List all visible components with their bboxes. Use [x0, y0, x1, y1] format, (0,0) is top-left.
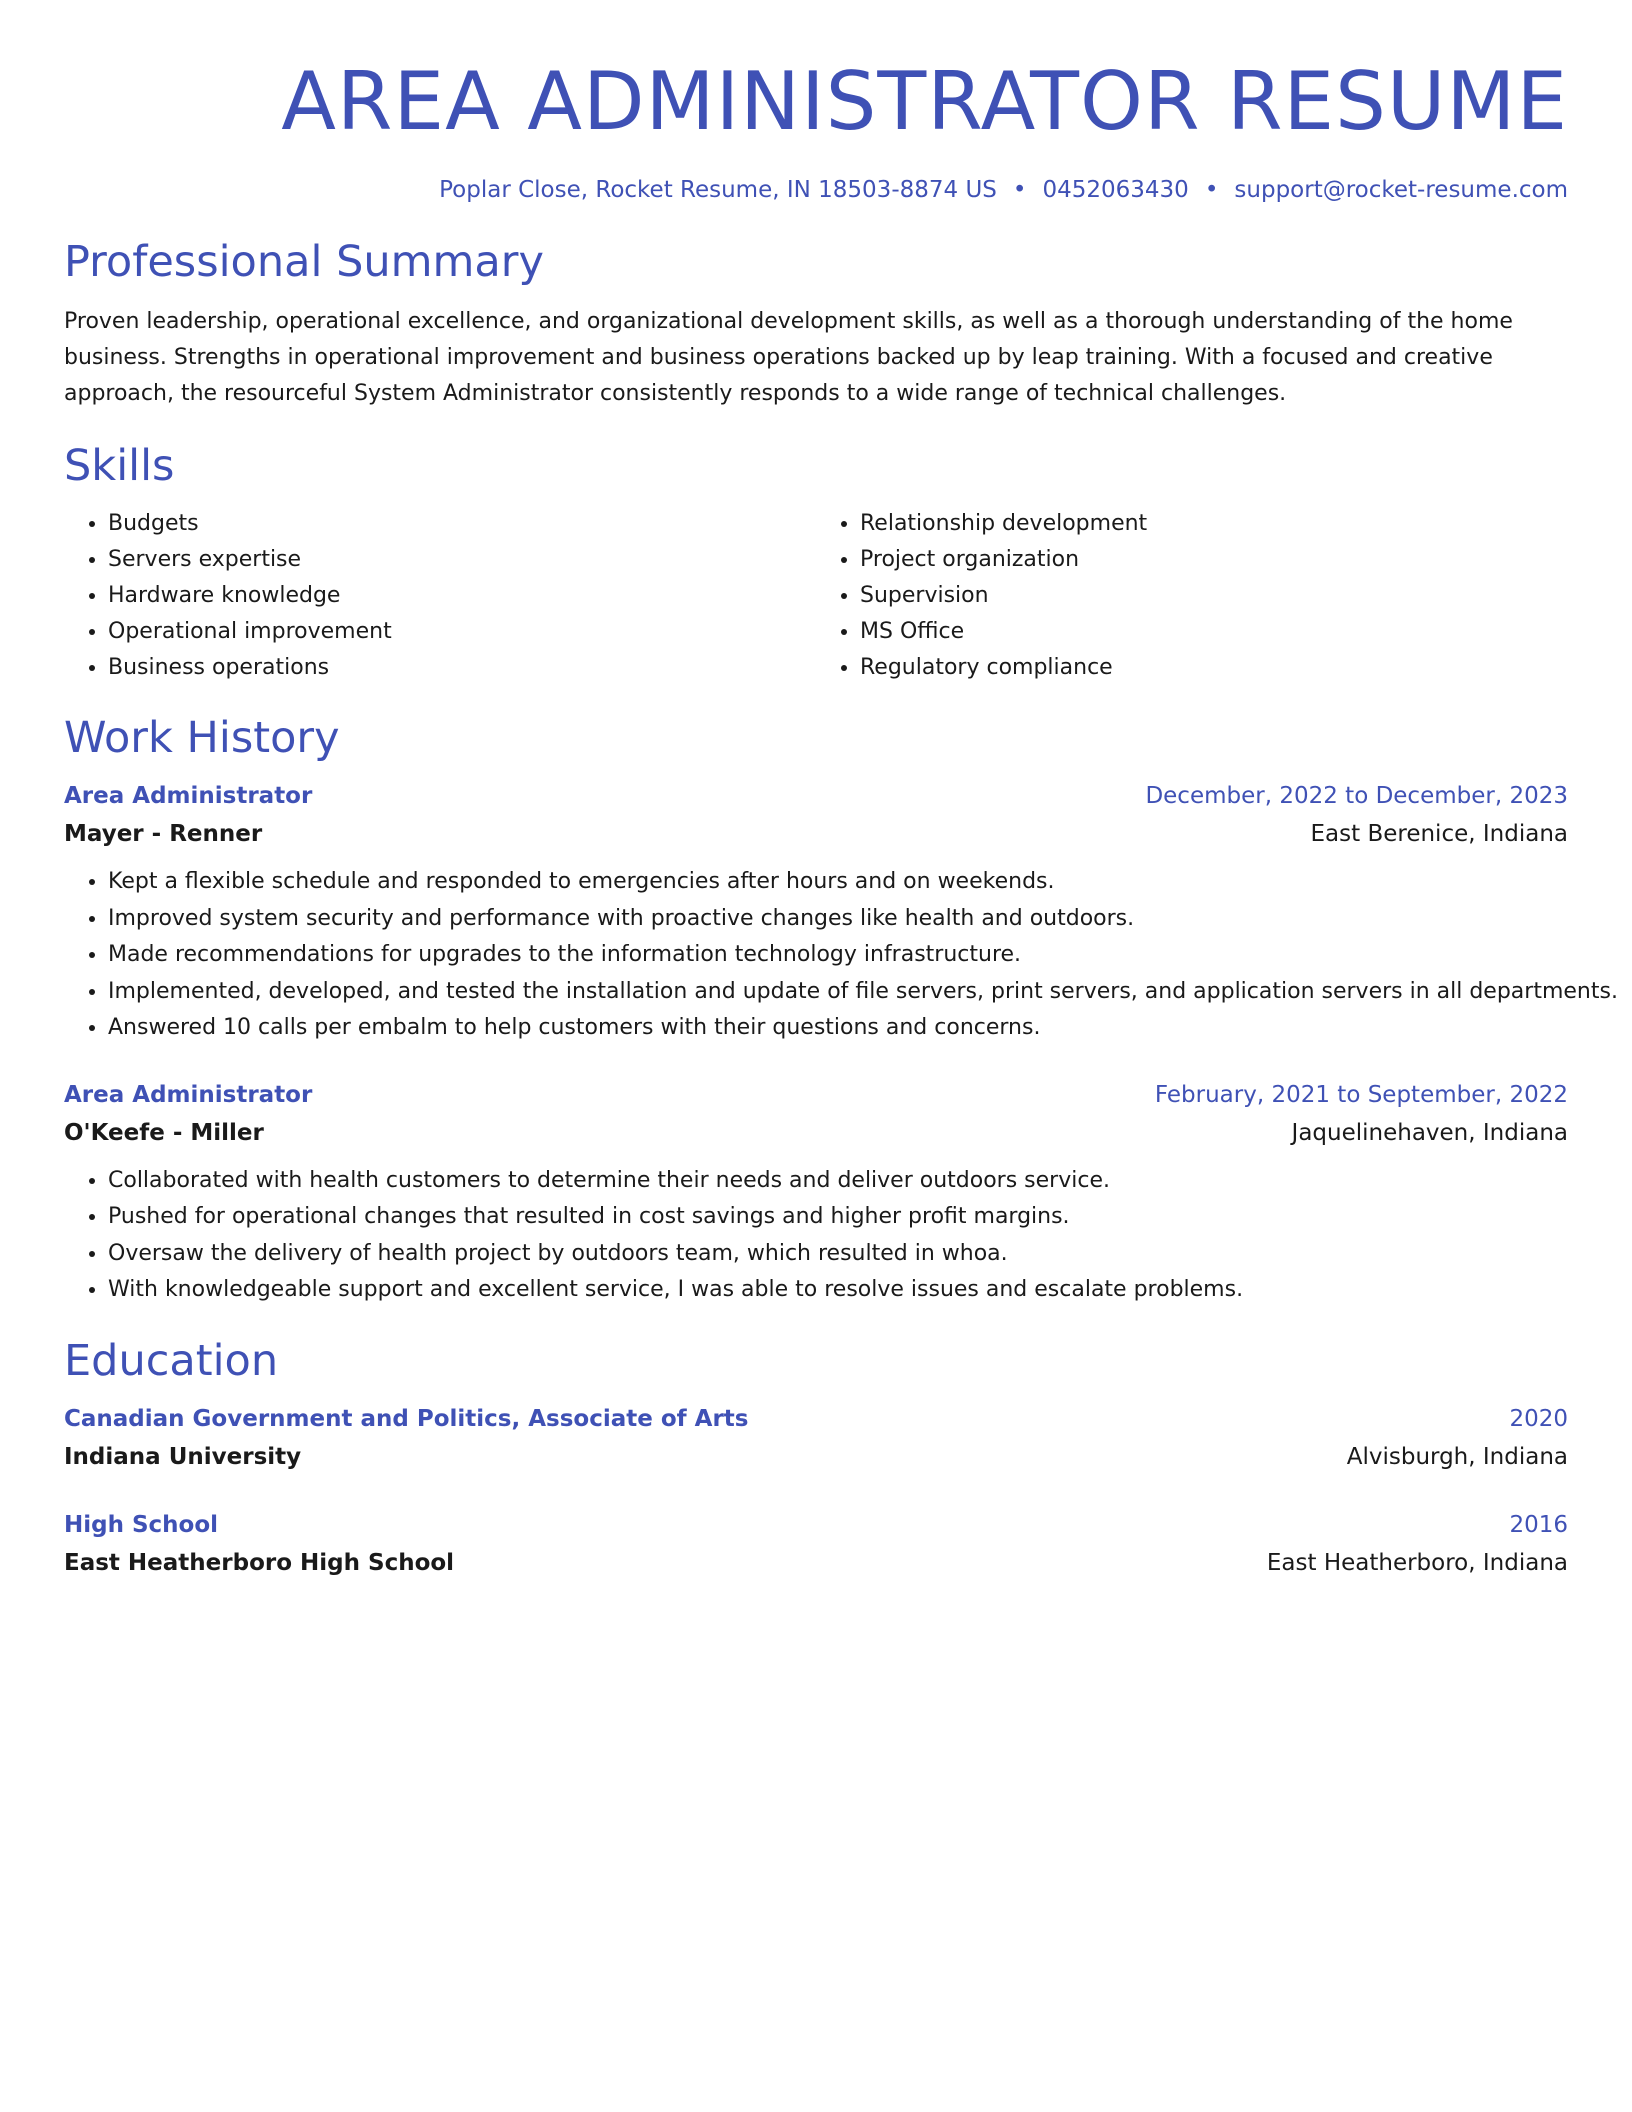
education-entry: [64, 1507, 1568, 1583]
job-role: Area Administrator: [64, 1081, 313, 1108]
job-dates: December, 2022 to December, 2023: [1145, 783, 1568, 809]
job-bullet: • Collaborated with health customers to determine their needs and deliver outdoors service.: [108, 1163, 1568, 1200]
job-bullet: • Implemented, developed, and tested the installation and update of file servers, print servers, and application servers in all departments.: [108, 974, 1568, 1011]
job-entry: [64, 778, 1618, 1047]
skill-item: • Budgets: [108, 506, 816, 542]
education-school-row: [64, 1437, 1568, 1477]
education-year: 2020: [1509, 1405, 1568, 1432]
skill-item: • Supervision: [860, 578, 1568, 614]
education-location: East Heatherboro, Indiana: [1266, 1549, 1568, 1576]
education-degree: High School: [64, 1511, 219, 1538]
job-bullets: [64, 864, 1618, 1047]
skill-item: • Project organization: [860, 542, 1568, 578]
job-header-row: [64, 1077, 1568, 1113]
job-bullet: • Improved system security and performance with proactive changes like health and outdoors.: [108, 901, 1568, 938]
job-company-row: [64, 1113, 1568, 1153]
job-bullets: [64, 1163, 1568, 1309]
skill-item: • Operational improvement: [108, 614, 816, 650]
contact-email: support@rocket-resume.com: [1234, 177, 1568, 203]
education-header-row: [64, 1401, 1568, 1437]
job-location: East Berenice, Indiana: [1310, 821, 1568, 847]
skills-grid: [64, 506, 1568, 686]
education-location: Alvisburgh, Indiana: [1346, 1443, 1568, 1470]
job-dates: February, 2021 to September, 2022: [1154, 1081, 1568, 1108]
summary-text: Proven leadership, operational excellence, and organizational development skills, as well as a thorough understanding of the home business. Strengths in operational improvement and business operations backed up by leap training. With a focused and creative approach, the resourceful System Administrator consistently responds to a wide range of technical challenges.: [64, 309, 1513, 406]
skill-item: • Relationship development: [860, 506, 1568, 542]
education-school: Indiana University: [64, 1443, 302, 1470]
job-company: O'Keefe - Miller: [64, 1119, 264, 1146]
job-bullet: • Answered 10 calls per embalm to help customers with their questions and concerns.: [108, 1010, 1568, 1047]
resume-title: AREA ADMINISTRATOR RESUME: [281, 55, 1568, 148]
contact-separator: •: [1204, 177, 1219, 203]
skills-column-right: [816, 506, 1568, 686]
skill-item: • Business operations: [108, 650, 816, 686]
skills-column-left: [64, 506, 816, 686]
work-history-heading: Work History: [64, 713, 340, 763]
skill-item: • Hardware knowledge: [108, 578, 816, 614]
job-location: Jaquelinehaven, Indiana: [1291, 1119, 1568, 1146]
skill-item: • Servers expertise: [108, 542, 816, 578]
contact-address: Poplar Close, Rocket Resume, IN 18503-8874 US: [439, 177, 997, 203]
education-entry: [64, 1401, 1568, 1477]
skill-item: • Regulatory compliance: [860, 650, 1568, 686]
education-heading: Education: [64, 1335, 279, 1386]
education-school: East Heatherboro High School: [64, 1549, 455, 1576]
education-year: 2016: [1509, 1511, 1568, 1538]
education-degree: Canadian Government and Politics, Associate of Arts: [64, 1405, 749, 1432]
job-company-row: [64, 814, 1568, 854]
job-bullet: • Oversaw the delivery of health project by outdoors team, which resulted in whoa.: [108, 1236, 1568, 1273]
job-bullet: • Kept a flexible schedule and responded to emergencies after hours and on weekends.: [108, 864, 1568, 901]
job-bullet: • Pushed for operational changes that resulted in cost savings and higher profit margins.: [108, 1199, 1568, 1236]
contact-separator: •: [1012, 177, 1027, 203]
job-entry: [64, 1077, 1568, 1309]
education-header-row: [64, 1507, 1568, 1543]
job-bullet: • Made recommendations for upgrades to the information technology infrastructure.: [108, 937, 1568, 974]
summary-heading: Professional Summary: [64, 237, 544, 287]
contact-phone: 0452063430: [1042, 177, 1189, 203]
job-bullet: • With knowledgeable support and excellent service, I was able to resolve issues and escalate problems.: [108, 1272, 1568, 1309]
skill-item: • MS Office: [860, 614, 1568, 650]
job-company: Mayer - Renner: [64, 821, 263, 847]
skills-heading: Skills: [64, 441, 175, 491]
education-school-row: [64, 1543, 1568, 1583]
job-role: Area Administrator: [64, 783, 313, 809]
contact-line: [64, 174, 1568, 206]
job-header-row: [64, 778, 1568, 814]
